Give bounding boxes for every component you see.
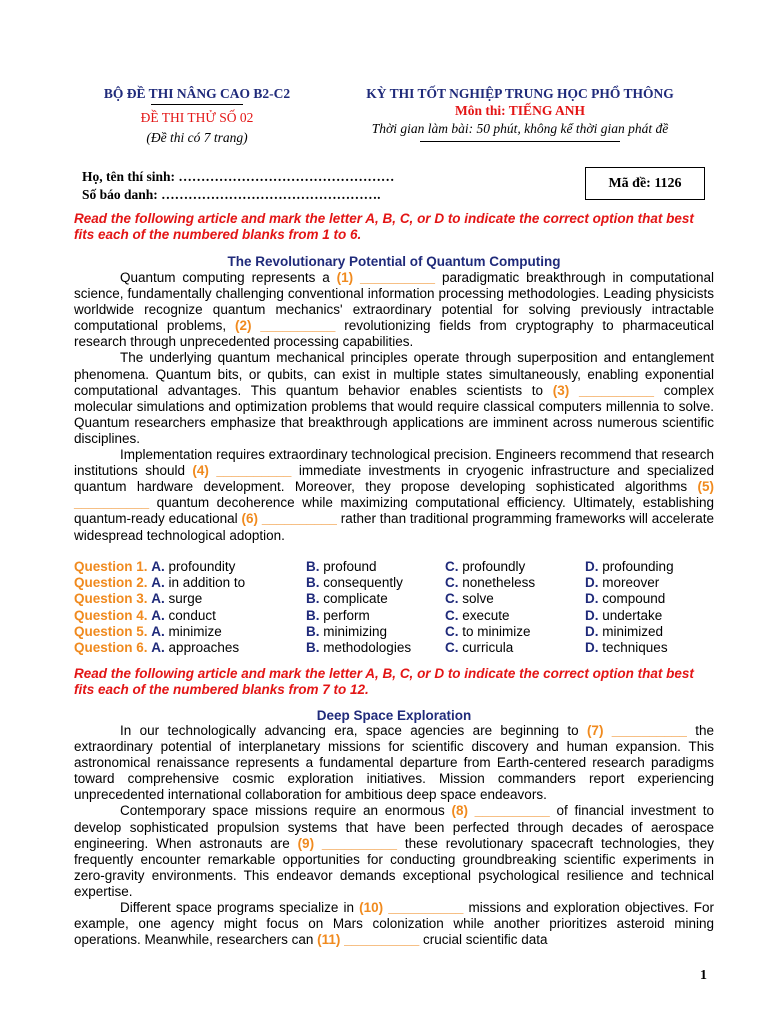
- section2-instruction: Read the following article and mark the letter A, B, C, or D to indicate the correct option that best fits each of the numbered blanks from 7 to 12.: [74, 666, 694, 698]
- option-c: curricula: [462, 640, 514, 656]
- option-c: execute: [462, 607, 510, 623]
- blank-marker: (8): [451, 803, 468, 819]
- blank-line: __________: [344, 932, 420, 948]
- section2-title: Deep Space Exploration: [316, 708, 472, 723]
- question-row: Question 6. A. approaches B. methodologies C. curricula D. techniques: [74, 640, 668, 656]
- question-label: Question 6.: [74, 640, 148, 656]
- question-row: Question 2. A. in addition to B. consequently C. nonetheless D. moreover: [74, 575, 660, 591]
- option-d: compound: [602, 591, 666, 607]
- option-d: moreover: [602, 575, 660, 591]
- question-label: Question 3.: [74, 591, 148, 607]
- question-label: Question 5.: [74, 623, 148, 639]
- section1-title: The Revolutionary Potential of Quantum Computing: [227, 254, 561, 269]
- candidate-name-field: Họ, tên thí sinh: …………………………………………: [82, 169, 395, 184]
- section1-passage: [74, 270, 714, 544]
- section2-paragraph-3: Different space programs specialize in (10) __________ missions and exploration objectives. For example, one agency might focus on Mars colonization while another prioritizes asteroid mining operations. Meanwhile, researchers can (11) __________ crucial scientific data: [74, 900, 714, 948]
- blank-line: __________: [474, 803, 550, 819]
- question-label: Question 1.: [74, 559, 148, 574]
- header-right-rule: [420, 141, 620, 142]
- option-a: conduct: [168, 607, 216, 623]
- blank-marker: (11): [317, 932, 341, 948]
- exam-code-box: Mã đề: 1126: [585, 167, 705, 200]
- page-number: 1: [700, 968, 707, 983]
- exam-series-title: BỘ ĐỀ THI NÂNG CAO B2-C2: [103, 86, 291, 101]
- option-b: consequently: [323, 575, 403, 591]
- blank-line: __________: [74, 495, 150, 511]
- option-c: profoundly: [462, 559, 526, 574]
- question-row: Question 4. A. conduct B. perform C. execute D. undertake: [74, 607, 663, 623]
- blank-marker: (5): [697, 479, 714, 495]
- option-d: minimized: [602, 623, 664, 639]
- blank-marker: (6): [241, 511, 258, 527]
- exam-number: ĐỀ THI THỬ SỐ 02: [140, 110, 254, 125]
- option-b: profound: [323, 559, 377, 574]
- section1-instruction: Read the following article and mark the letter A, B, C, or D to indicate the correct option that best fits each of the numbered blanks from 1 to 6.: [74, 211, 694, 243]
- option-a: profoundity: [168, 559, 236, 574]
- exam-page-count: (Đề thi có 7 trang): [146, 130, 248, 145]
- question-row: Question 1. A. profoundity B. profound C. profoundly D. profounding: [74, 559, 674, 574]
- header-right: [336, 85, 704, 142]
- section1-paragraph-2: The underlying quantum mechanical principles operate through superposition and entanglement phenomena. Quantum bits, or qubits, can exist in multiple states simultaneously, enabling exponential computational advantages. This quantum behavior enables scientists to (3) __________ complex molecular simulations and optimization problems that would require classical computers millennia to solve. Quantum researchers emphasize that breakthrough applications are imminent across numerous scientific disciplines.: [74, 350, 714, 446]
- question-row: Question 5. A. minimize B. minimizing C. to minimize D. minimized: [74, 623, 664, 639]
- section2-paragraph-1: In our technologically advancing era, space agencies are beginning to (7) __________ the extraordinary potential of interplanetary missions for scientific discovery and human expansion. This astronomical renaissance represents a fundamental departure from Earth-centered research paradigms toward comprehensive cosmic exploration initiatives. Mission commanders report experiencing unprecedented international collaboration for ambitious deep space endeavors.: [74, 723, 714, 803]
- blank-marker: (2): [234, 318, 252, 334]
- exam-time: Thời gian làm bài: 50 phút, không kể thời gian phát đề: [371, 121, 669, 136]
- option-a: minimize: [168, 623, 222, 639]
- section2-paragraph-2: Contemporary space missions require an enormous (8) __________ of financial investment to develop sophisticated propulsion systems that have been perfected through decades of aerospace engineering. When astronauts are (9) __________ these revolutionary spacecraft technologies, they frequently encounter remarkable opportunities for conducting groundbreaking scientific experiments in zero-gravity environments. This endeavor demands exceptional psychological resilience and technical expertise.: [74, 803, 714, 899]
- blank-line: __________: [260, 318, 336, 334]
- option-a: approaches: [168, 640, 240, 656]
- section2-passage: [74, 723, 714, 948]
- header-left: [72, 85, 322, 147]
- candidate-id-field: Số báo danh: ………………………………………….: [82, 187, 381, 202]
- blank-marker: (3): [552, 382, 570, 398]
- option-b: methodologies: [323, 640, 412, 656]
- option-b: perform: [323, 607, 370, 623]
- blank-marker: (7): [586, 723, 604, 738]
- question-row: Question 3. A. surge B. complicate C. solve D. compound: [74, 591, 666, 607]
- blank-line: __________: [388, 900, 464, 916]
- blank-marker: (10): [359, 900, 384, 916]
- option-a: in addition to: [168, 575, 246, 591]
- blank-line: __________: [359, 270, 436, 285]
- option-c: to minimize: [462, 623, 531, 639]
- blank-line: __________: [578, 382, 655, 398]
- option-d: undertake: [602, 607, 663, 623]
- blank-line: __________: [611, 723, 687, 738]
- question-options: [74, 559, 714, 656]
- blank-marker: (9): [297, 835, 315, 851]
- blank-line: __________: [216, 463, 292, 479]
- option-b: complicate: [323, 591, 388, 607]
- option-d: profounding: [602, 559, 674, 574]
- exam-subject: Môn thi: TIẾNG ANH: [455, 103, 585, 118]
- candidate-info: [82, 168, 394, 204]
- section1-paragraph-3: Implementation requires extraordinary technological precision. Engineers recommend that research institutions should (4) __________ immediate investments in cryogenic infrastructure and specialized quantum hardware development. Moreover, they propose developing sophisticated algorithms (5) __________ quantum decoherence while maximizing computational efficiency. Ultimately, establishing quantum-ready educational (6) __________ rather than traditional programming frameworks will accelerate widespread technological adoption.: [74, 447, 714, 543]
- blank-line: __________: [261, 511, 337, 527]
- option-a: surge: [168, 591, 203, 607]
- blank-line: __________: [321, 835, 398, 851]
- blank-marker: (1): [336, 270, 354, 285]
- blank-marker: (4): [192, 463, 209, 479]
- option-c: nonetheless: [462, 575, 536, 591]
- header-left-rule: [151, 104, 243, 105]
- option-d: techniques: [602, 640, 668, 656]
- question-label: Question 2.: [74, 575, 148, 591]
- section1-paragraph-1: Quantum computing represents a (1) __________ paradigmatic breakthrough in computational science, fundamentally challenging conventional information processing methodologies. Leading physicists worldwide recognize quantum mechanics' extraordinary potential for solving previously intractable computational problems, (2) __________ revolutionizing fields from cryptography to pharmaceutical research through unprecedented processing capabilities.: [74, 270, 714, 350]
- exam-name: KỲ THI TỐT NGHIỆP TRUNG HỌC PHỔ THÔNG: [366, 86, 674, 101]
- option-b: minimizing: [323, 623, 388, 639]
- question-label: Question 4.: [74, 607, 148, 623]
- option-c: solve: [462, 591, 494, 607]
